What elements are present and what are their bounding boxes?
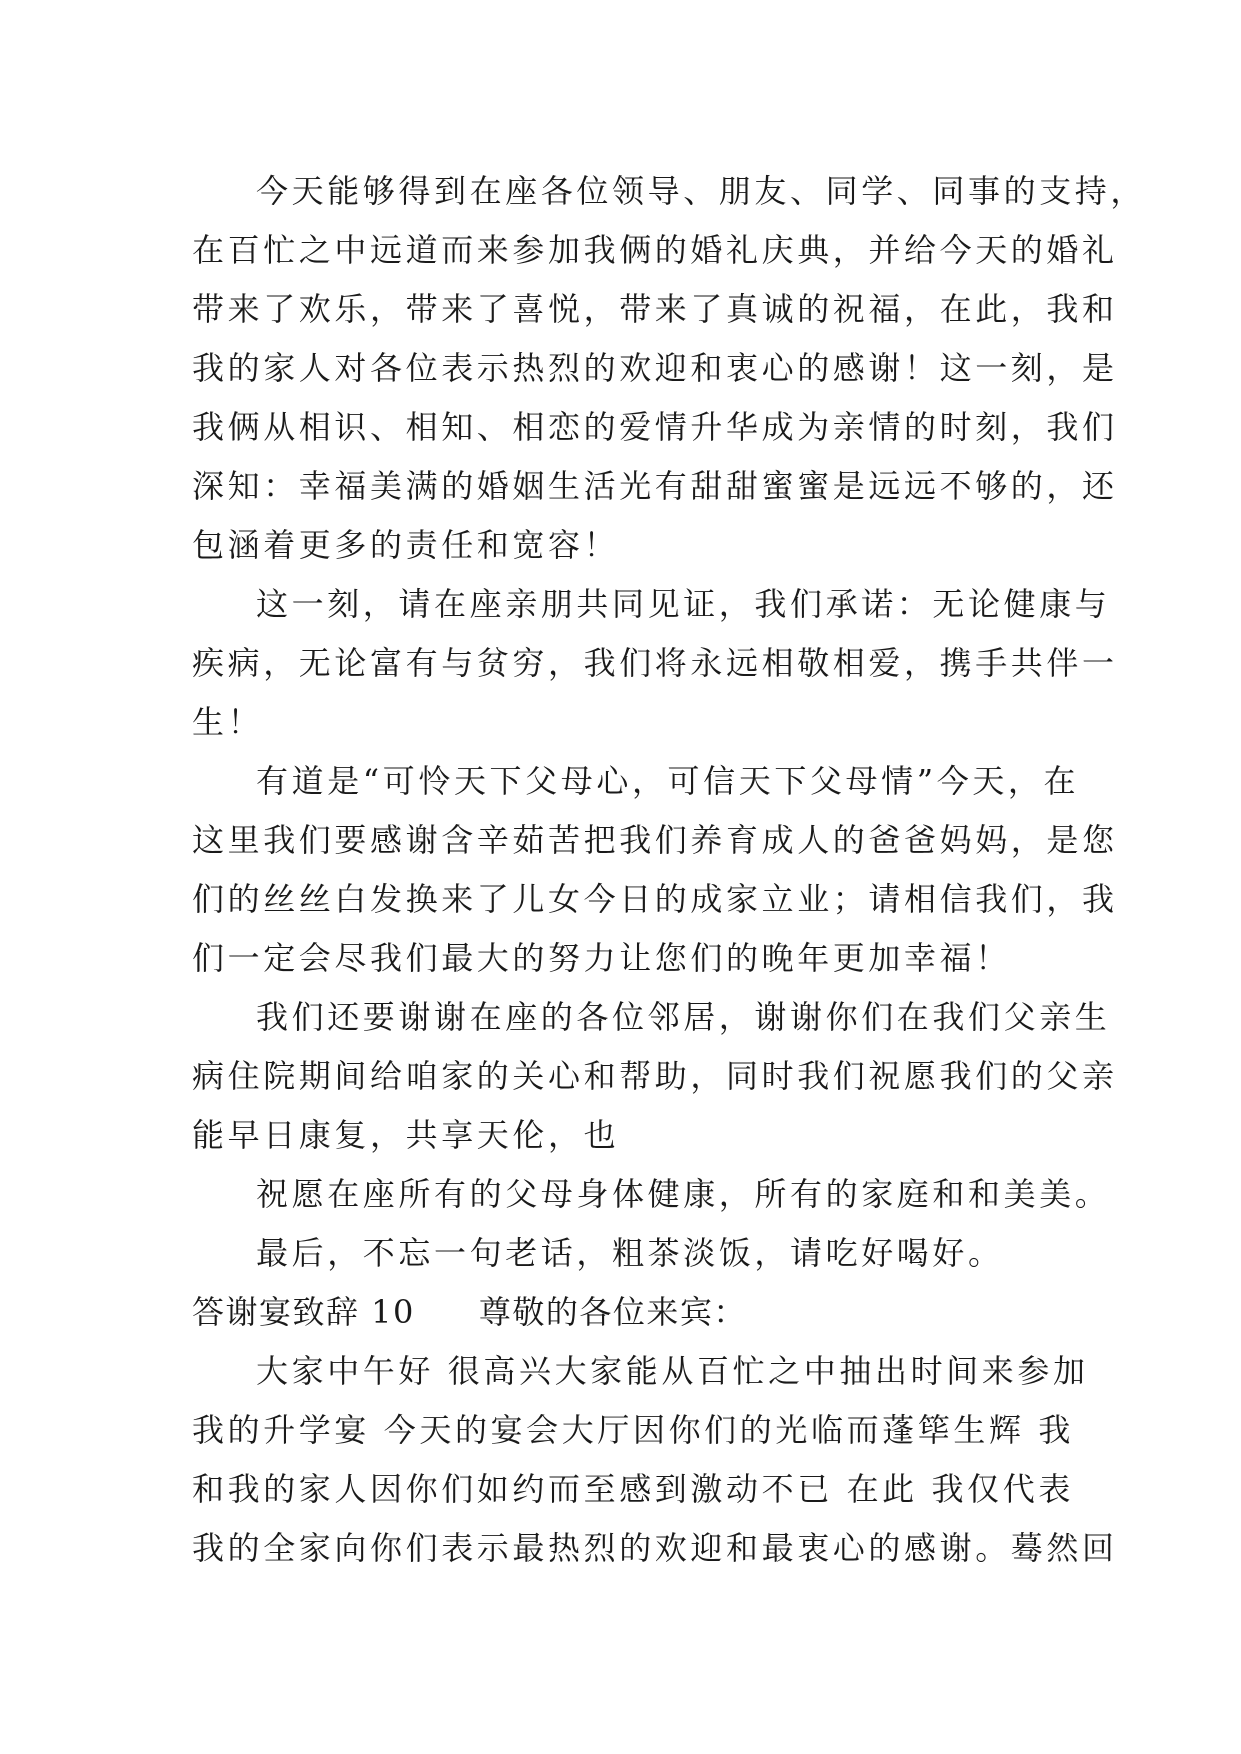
- text-line: 生！: [192, 703, 264, 741]
- text-line: 最后，不忘一句老话，粗茶淡饭，请吃好喝好。: [256, 1234, 1004, 1272]
- salutation: 尊敬的各位来宾：: [478, 1293, 747, 1331]
- section-heading: [192, 1283, 1072, 1342]
- text-line: 我们还要谢谢在座的各位邻居，谢谢你们在我们父亲生: [256, 998, 1111, 1036]
- section-title: 答谢宴致辞 10: [192, 1293, 415, 1331]
- text-line: 能早日康复，共享天伦，也: [192, 1116, 620, 1154]
- text-line: 病住院期间给咱家的关心和帮助，同时我们祝愿我们的父亲: [192, 1057, 1118, 1095]
- text-line: 我的家人对各位表示热烈的欢迎和衷心的感谢！这一刻，是: [192, 349, 1118, 387]
- text-line: 祝愿在座所有的父母身体健康，所有的家庭和和美美。: [256, 1175, 1111, 1213]
- text-line: 有道是“可怜天下父母心，可信天下父母情”今天，在: [256, 762, 1080, 800]
- document-body: [192, 162, 1147, 1578]
- text-line: 们一定会尽我们最大的努力让您们的晚年更加幸福！: [192, 939, 1011, 977]
- text-line: 疾病，无论富有与贫穷，我们将永远相敬相爱，携手共伴一: [192, 644, 1118, 682]
- text-line: 这里我们要感谢含辛茹苦把我们养育成人的爸爸妈妈，是您: [192, 821, 1118, 859]
- text-line: 们的丝丝白发换来了儿女今日的成家立业；请相信我们，我: [192, 880, 1118, 918]
- text-line: 这一刻，请在座亲朋共同见证，我们承诺：无论健康与: [256, 585, 1111, 623]
- text-line: 深知：幸福美满的婚姻生活光有甜甜蜜蜜是远远不够的，还: [192, 467, 1118, 505]
- text-line: 今天能够得到在座各位领导、朋友、同学、同事的支持，: [256, 172, 1147, 210]
- text-line: 在百忙之中远道而来参加我俩的婚礼庆典，并给今天的婚礼: [192, 231, 1118, 269]
- text-line: 我俩从相识、相知、相恋的爱情升华成为亲情的时刻，我们: [192, 408, 1118, 446]
- text-line: 大家中午好 很高兴大家能从百忙之中抽出时间来参加: [256, 1352, 1089, 1390]
- text-line: 我的升学宴 今天的宴会大厅因你们的光临而蓬筚生辉 我: [192, 1411, 1074, 1449]
- text-line: 带来了欢乐，带来了喜悦，带来了真诚的祝福，在此，我和: [192, 290, 1118, 328]
- text-line: 包涵着更多的责任和宽容！: [192, 526, 620, 564]
- text-line: 我的全家向你们表示最热烈的欢迎和最衷心的感谢。蓦然回: [192, 1529, 1118, 1567]
- text-line: 和我的家人因你们如约而至感到激动不已 在此 我仅代表: [192, 1470, 1074, 1508]
